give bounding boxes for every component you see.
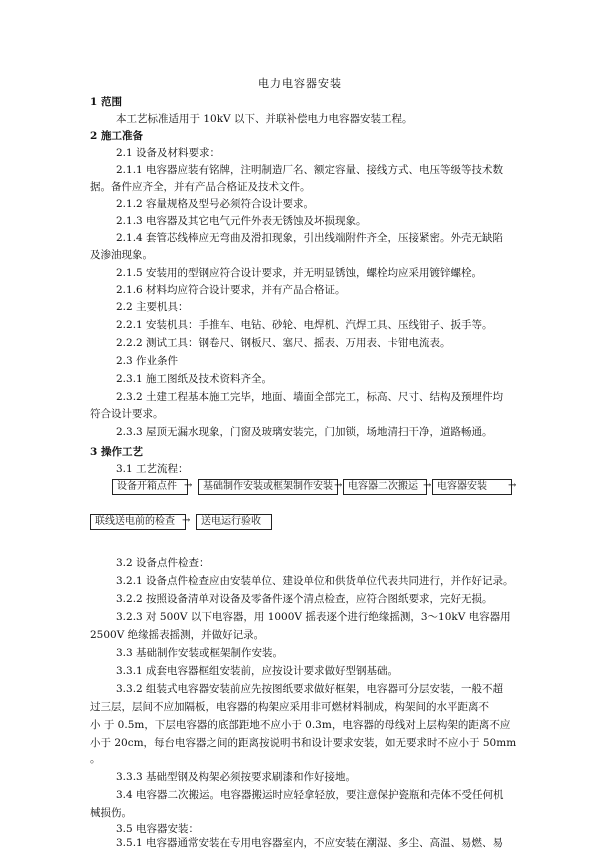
- paragraph: 3.3.1 成套电容器框组安装前，应按设计要求做好型钢基础。: [116, 665, 399, 677]
- paragraph: 2.1 设备及材料要求：: [116, 147, 221, 159]
- paragraph: 3.2 设备点件检查：: [116, 557, 210, 569]
- paragraph: 2.2 主要机具：: [116, 301, 189, 313]
- section-heading-preparation: 2 施工准备: [90, 130, 143, 142]
- paragraph: 3.3.3 基础型钢及构架必须按要求刷漆和作好接地。: [116, 771, 357, 783]
- paragraph: 3.1 工艺流程：: [116, 463, 189, 475]
- flow-arrow-icon: →: [184, 480, 193, 491]
- flow-arrow-icon: →: [508, 480, 517, 491]
- paragraph: 2.3 作业条件: [116, 355, 179, 367]
- paragraph: 及渗油现象。: [90, 249, 153, 261]
- paragraph: 过三层，层间不应加隔板，电容器的构架应采用非可燃材料制成，构架间的水平距离不: [90, 701, 489, 713]
- paragraph: 小 于 0.5m，下层电容器的底部距地不应小于 0.3m，电容器的母线对上层构架的距离不应: [90, 719, 511, 731]
- paragraph: 3.3.2 组装式电容器安装前应先按图纸要求做好框架，电容器可分层安装，一般不超: [116, 683, 504, 695]
- paragraph: 2.3.2 土建工程基本施工完毕，地面、墙面全部完工，标高、尺寸、结构及预埋件均: [116, 391, 504, 403]
- flow-step-transport: 电容器二次搬运: [343, 479, 427, 495]
- paragraph: 2.1.3 电容器及其它电气元件外表无锈蚀及坏损现象。: [116, 215, 367, 227]
- paragraph: 2.2.2 测试工具：钢卷尺、钢板尺、塞尺、摇表、万用表、卡钳电流表。: [116, 337, 451, 349]
- paragraph: 。: [90, 753, 101, 765]
- paragraph: 小于 20cm，每台电容器之间的距离按说明书和设计要求安装，如无要求时不应小于 50mm: [90, 737, 517, 749]
- flow-step-acceptance: 送电运行验收: [196, 514, 272, 530]
- paragraph: 2.1.4 套管芯线棒应无弯曲及滑扣现象，引出线端附件齐全，压接紧密。外壳无缺陷: [116, 232, 504, 244]
- paragraph: 3.4 电容器二次搬运。电容器搬运时应轻拿轻放，要注意保护瓷瓶和壳体不受任何机: [116, 789, 504, 801]
- flow-step-foundation: 基础制作安装或框架制作安装: [198, 479, 338, 495]
- flow-step-unpack: 设备开箱点件: [112, 479, 188, 495]
- paragraph: 3.5 电容器安装：: [116, 823, 200, 835]
- paragraph: 2.3.3 屋顶无漏水现象，门窗及玻璃安装完，门加锁，场地清扫干净，道路畅通。: [116, 426, 493, 438]
- flow-step-install: 电容器安装: [432, 479, 512, 495]
- paragraph: 3.2.1 设备点件检查应由安装单位、建设单位和供货单位代表共同进行，并作好记录。: [116, 575, 514, 587]
- document-title: 电力电容器安装: [258, 77, 342, 90]
- section-heading-scope: 1 范围: [90, 96, 122, 108]
- paragraph: 2500V 绝缘摇表摇测，并做好记录。: [90, 629, 265, 641]
- flow-arrow-icon: →: [334, 480, 343, 491]
- flow-step-precheck: 联线送电前的检查: [90, 514, 186, 530]
- paragraph: 2.1.6 材料均应符合设计要求，并有产品合格证。: [116, 284, 346, 296]
- paragraph: 3.5.1 电容器通常安装在专用电容器室内，不应安装在潮湿、多尘、高温、易燃、易: [116, 837, 504, 849]
- paragraph: 2.1.2 容量规格及型号必须符合设计要求。: [116, 198, 315, 210]
- paragraph: 械损伤。: [90, 807, 132, 819]
- paragraph: 本工艺标准适用于 10kV 以下、并联补偿电力电容器安装工程。: [116, 113, 413, 125]
- paragraph: 3.2.3 对 500V 以下电容器，用 1000V 摇表逐个进行绝缘摇测，3～10kV 电容器用: [116, 611, 511, 623]
- paragraph: 符合设计要求。: [90, 408, 164, 420]
- paragraph: 2.3.1 施工图纸及技术资料齐全。: [116, 373, 273, 385]
- section-heading-process: 3 操作工艺: [90, 446, 143, 458]
- paragraph: 2.2.1 安装机具：手推车、电钻、砂轮、电焊机、汽焊工具、压线钳子、扳手等。: [116, 319, 493, 331]
- paragraph: 2.1.5 安装用的型钢应符合设计要求，并无明显锈蚀，螺栓均应采用镀锌螺栓。: [116, 267, 483, 279]
- paragraph: 2.1.1 电容器应装有铭牌，注明制造厂名、额定容量、接线方式、电压等级等技术数: [116, 164, 504, 176]
- paragraph: 据。备件应齐全，并有产品合格证及技术文件。: [90, 181, 311, 193]
- flow-arrow-icon: →: [182, 515, 191, 526]
- flow-arrow-icon: →: [423, 480, 432, 491]
- paragraph: 3.3 基础制作安装或框架制作安装。: [116, 647, 284, 659]
- paragraph: 3.2.2 按照设备清单对设备及零备件逐个清点检查，应符合图纸要求，完好无损。: [116, 593, 493, 605]
